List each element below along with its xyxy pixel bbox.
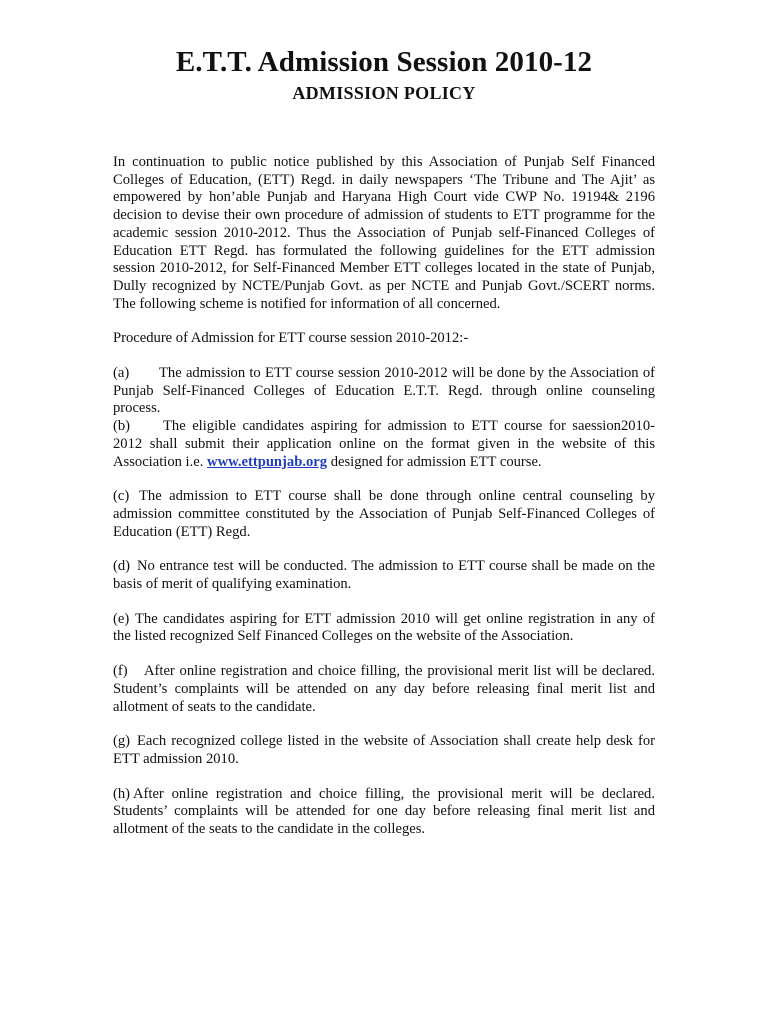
document-subtitle: ADMISSION POLICY bbox=[292, 83, 476, 103]
item-g bbox=[113, 733, 655, 768]
procedure-heading: Procedure of Admission for ETT course session 2010-2012:- bbox=[113, 330, 469, 347]
item-b-label: (b) bbox=[113, 418, 131, 435]
item-e-text: The candidates aspiring for ETT admission 2010 will get online registration in any of the listed recognized Self Financed Colleges on the website of the Association. bbox=[113, 610, 655, 645]
item-f-label: (f) bbox=[113, 663, 128, 680]
item-c-text: The admission to ETT course shall be done through online central counseling by admission committee constituted by the Association of Punjab Self-Financed Colleges of Education (ETT) Regd. bbox=[113, 488, 655, 540]
item-b-text-before: The eligible candidates aspiring for admission to ETT course for saession2010-2012 shall submit their application online on the format given in the website of this Association i.e. bbox=[113, 418, 655, 470]
item-d-text: No entrance test will be conducted. The admission to ETT course shall be made on the basis of merit of qualifying examination. bbox=[113, 558, 655, 593]
item-d bbox=[113, 558, 655, 593]
item-h-label: (h) bbox=[113, 785, 131, 802]
ettpunjab-link[interactable]: www.ettpunjab.org bbox=[207, 453, 328, 470]
document-title: E.T.T. Admission Session 2010-12 bbox=[175, 46, 593, 78]
document-body bbox=[113, 154, 655, 839]
item-a-label: (a) bbox=[113, 365, 130, 382]
item-c bbox=[113, 488, 655, 541]
item-a bbox=[113, 365, 655, 418]
item-g-text: Each recognized college listed in the website of Association shall create help desk for ETT admission 2010. bbox=[113, 733, 655, 767]
item-f-text: After online registration and choice filling, the provisional merit list will be declared. Student’s complaints will be attended on any day before releasing final merit list and allotment of seats to the candidate. bbox=[113, 663, 655, 715]
item-b bbox=[113, 418, 655, 471]
item-c-label: (c) bbox=[113, 488, 130, 505]
item-f bbox=[113, 663, 655, 716]
intro-paragraph: In continuation to public notice published by this Association of Punjab Self Financed Colleges of Education, (ETT) Regd. in daily newspapers ‘The Tribune and The Ajit’ as empowered by hon’able Punjab and Haryana High Court vide CWP No. 19194& 2196 decision to devise their own procedure of admission of students to ETT programme for the academic session 2010-2012. Thus the Association of Punjab self-Financed Colleges of Education ETT Regd. has formulated the following guidelines for the ETT admission session 2010-2012, for Self-Financed Member ETT colleges located in the state of Punjab, Dully recognized by NCTE/Punjab Govt. as per NCTE and Punjab Govt./SCERT norms. The following scheme is notified for information of all concerned. bbox=[113, 154, 655, 312]
item-g-label: (g) bbox=[113, 733, 131, 750]
item-e bbox=[113, 611, 655, 646]
item-b-text-after: designed for admission ETT course. bbox=[327, 453, 542, 470]
item-h bbox=[113, 786, 655, 839]
item-a-text: The admission to ETT course session 2010-2012 will be done by the Association of Punjab Self-Financed Colleges of Education E.T.T. Regd. through online counseling process. bbox=[113, 365, 655, 417]
item-d-label: (d) bbox=[113, 558, 131, 575]
item-e-label: (e) bbox=[113, 610, 130, 627]
item-h-text: After online registration and choice filling, the provisional merit will be declared. Students’ complaints will be attended for one day before releasing final merit list and allotment of the seats to the candidate in the colleges. bbox=[113, 785, 655, 838]
